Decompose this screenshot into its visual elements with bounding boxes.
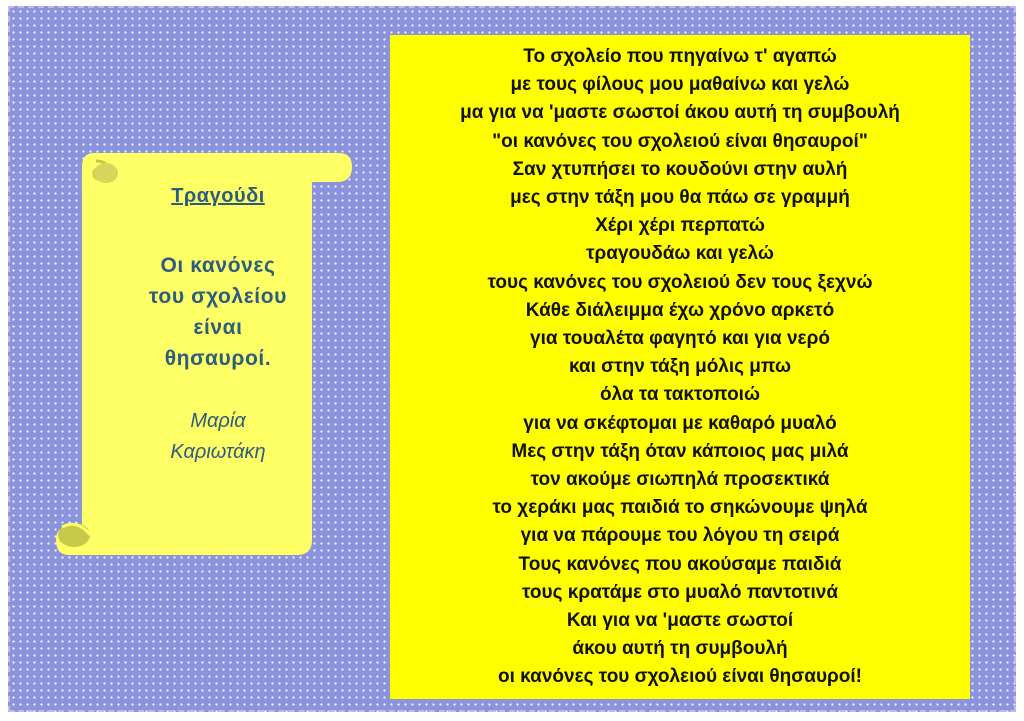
lyrics-line: Και για να 'μαστε σωστοί — [566, 610, 794, 632]
lyrics-line: όλα τα τακτοποιώ — [599, 384, 760, 406]
lyrics-line: για να πάρουμε του λόγου τη σειρά — [520, 525, 840, 547]
author-name — [112, 406, 324, 468]
author-line: Καριωτάκη — [170, 441, 266, 463]
lyrics-line: Μες στην τάξη όταν κάποιος μας μιλά — [511, 440, 849, 462]
lyrics-line: Σαν χτυπήσει το κουδούνι στην αυλή — [512, 158, 848, 180]
lyrics-line: και στην τάξη μόλις μπω — [568, 356, 792, 378]
lyrics-line: μα για να 'μαστε σωστοί άκου αυτή τη συμβουλή — [460, 102, 900, 124]
song-title-line: του σχολείου — [149, 285, 287, 308]
scroll-text-block — [112, 175, 324, 468]
song-title-line: Οι κανόνες — [160, 254, 276, 277]
title-scroll — [54, 145, 356, 561]
lyrics-line: τον ακούμε σιωπηλά προσεκτικά — [530, 469, 830, 491]
lyrics-line: το χεράκι μας παιδιά το σηκώνουμε ψηλά — [492, 497, 868, 519]
lyrics-panel — [390, 35, 970, 699]
song-title — [112, 250, 324, 374]
lyrics-line: τους κρατάμε στο μυαλό παντοτινά — [521, 581, 839, 603]
lyrics-line: Κάθε διάλειμμα έχω χρόνο αρκετό — [525, 299, 835, 321]
lyrics-line: με τους φίλους μου μαθαίνω και γελώ — [510, 74, 850, 96]
lyrics-line: οι κανόνες του σχολειού είναι θησαυροί! — [498, 666, 862, 688]
lyrics-line: Χέρι χέρι περπατώ — [595, 215, 765, 237]
lyrics-line: Τους κανόνες που ακούσαμε παιδιά — [518, 553, 842, 575]
lyrics-line: για να σκέφτομαι με καθαρό μυαλό — [523, 412, 837, 434]
lyrics-line: τους κανόνες του σχολειού δεν τους ξεχνώ — [487, 271, 873, 293]
slide-background — [8, 6, 1016, 712]
lyrics-line: άκου αυτή τη συμβουλή — [572, 638, 788, 660]
song-title-line: είναι — [193, 316, 243, 339]
song-title-line: θησαυροί. — [164, 347, 272, 370]
lyrics-line: τραγουδάω και γελώ — [586, 243, 774, 265]
lyrics-line: για τουαλέτα φαγητό και για νερό — [530, 328, 830, 350]
lyrics-line: "οι κανόνες του σχολειού είναι θησαυροί" — [492, 130, 868, 152]
lyrics-line: μες στην τάξη μου θα πάω σε γραμμή — [510, 187, 850, 209]
song-label: Τραγούδι — [171, 185, 265, 207]
author-line: Μαρία — [190, 410, 246, 432]
lyrics-line: Το σχολείο που πηγαίνω τ' αγαπώ — [523, 46, 837, 67]
